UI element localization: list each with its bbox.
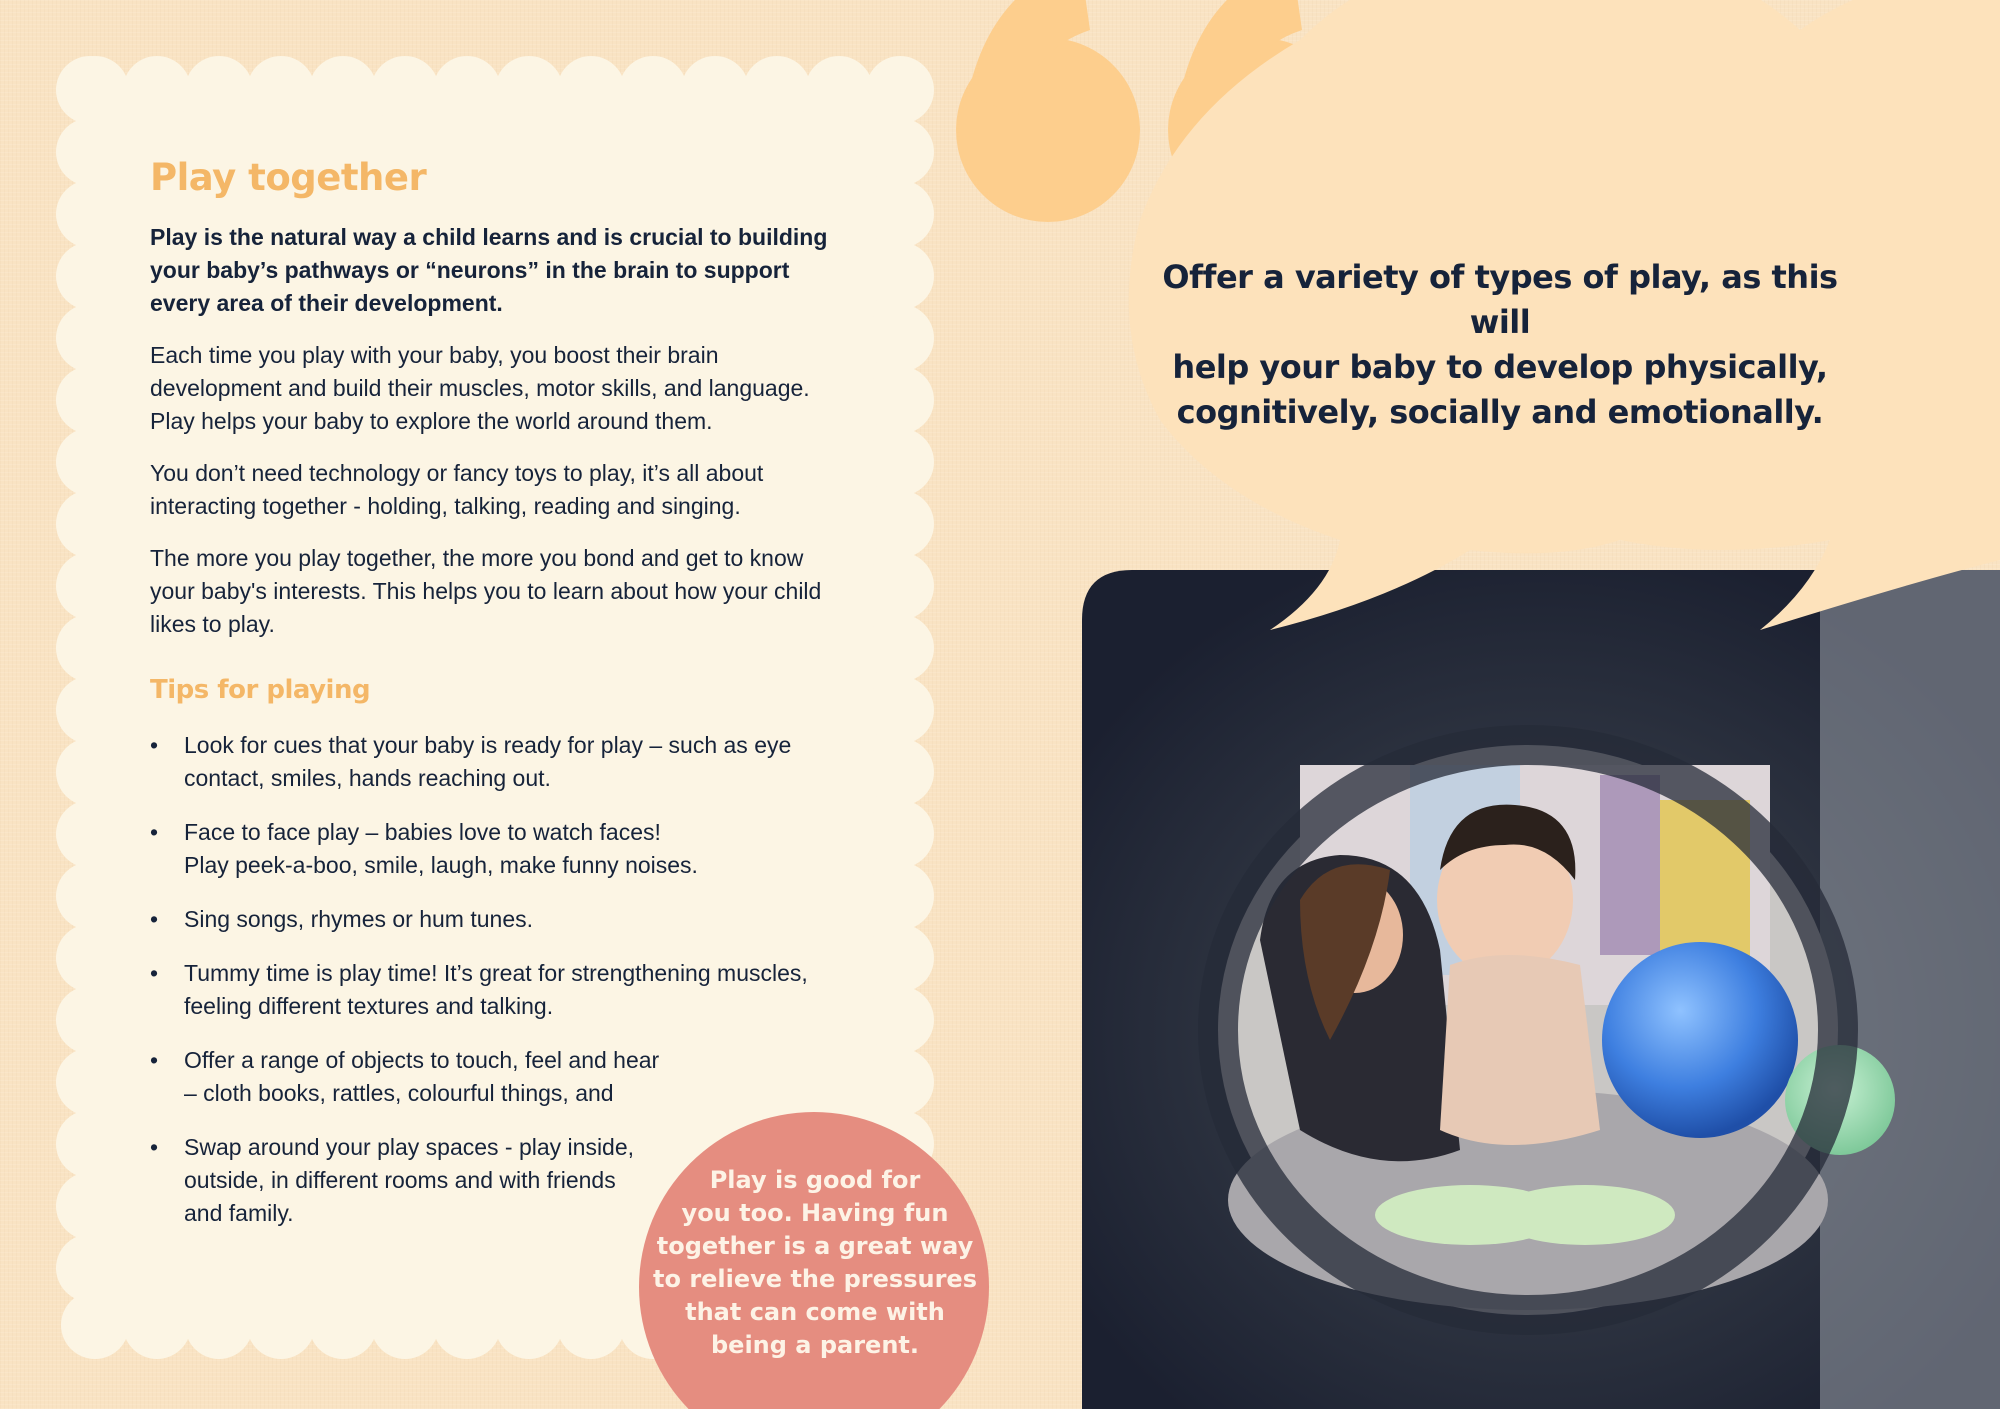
pull-quote-line: help your baby to develop physically, — [1172, 348, 1828, 386]
body-paragraph: The more you play together, the more you bond and get to know your baby's interests. This helps you to learn about how your child likes to play. — [150, 544, 822, 637]
callout-line: you too. Having fun — [681, 1199, 949, 1227]
callout-text — [640, 1164, 990, 1362]
callout-line: being a parent. — [710, 1331, 920, 1359]
tip-item — [150, 1044, 850, 1110]
bullet-icon: • — [150, 731, 159, 758]
pull-quote — [1140, 255, 1860, 435]
page-title: Play together — [150, 156, 427, 199]
bullet-icon: • — [150, 905, 159, 932]
tip-text: Offer a range of objects to touch, feel and hear — [184, 1046, 660, 1073]
bullet-icon: • — [150, 959, 159, 986]
bullet-icon: • — [150, 1133, 159, 1160]
callout-line: to relieve the pressures — [653, 1265, 977, 1293]
text-panel — [150, 158, 850, 1251]
tip-text: and family. — [184, 1199, 294, 1226]
tip-text: Play peek-a-boo, smile, laugh, make funny noises. — [184, 851, 698, 878]
pull-quote-line: Offer a variety of types of play, as this will — [1162, 258, 1838, 341]
tips-list — [150, 729, 850, 1230]
tip-item — [150, 903, 850, 936]
tip-text: – cloth books, rattles, colourful things, and — [184, 1079, 614, 1106]
body-paragraph: Each time you play with your baby, you boost their brain development and build their muscles, motor skills, and language. Play helps your baby to explore the world around them. — [150, 341, 810, 434]
tips-heading: Tips for playing — [150, 674, 371, 705]
callout-line: Play is good for — [709, 1166, 921, 1194]
bullet-icon: • — [150, 818, 159, 845]
tip-item — [150, 816, 850, 882]
tip-text: Tummy time is play time! It’s great for strengthening muscles, feeling different textures and talking. — [184, 959, 808, 1019]
tip-item — [150, 729, 850, 795]
tip-text: Look for cues that your baby is ready for play – such as eye contact, smiles, hands reaching out. — [184, 731, 792, 791]
tip-item — [150, 957, 850, 1023]
tip-text: outside, in different rooms and with friends — [184, 1166, 616, 1193]
pull-quote-line: cognitively, socially and emotionally. — [1176, 393, 1824, 431]
tip-text: Swap around your play spaces - play inside, — [184, 1133, 635, 1160]
tip-text: Sing songs, rhymes or hum tunes. — [184, 905, 533, 932]
callout-line: together is a great way — [656, 1232, 974, 1260]
body-paragraph: You don’t need technology or fancy toys to play, it’s all about interacting together - holding, talking, reading and singing. — [150, 459, 764, 519]
bullet-icon: • — [150, 1046, 159, 1073]
lead-paragraph: Play is the natural way a child learns and is crucial to building your baby’s pathways or “neurons” in the brain to support every area of their development. — [150, 223, 828, 316]
tip-text: Face to face play – babies love to watch faces! — [184, 818, 661, 845]
callout-line: that can come with — [685, 1298, 945, 1326]
